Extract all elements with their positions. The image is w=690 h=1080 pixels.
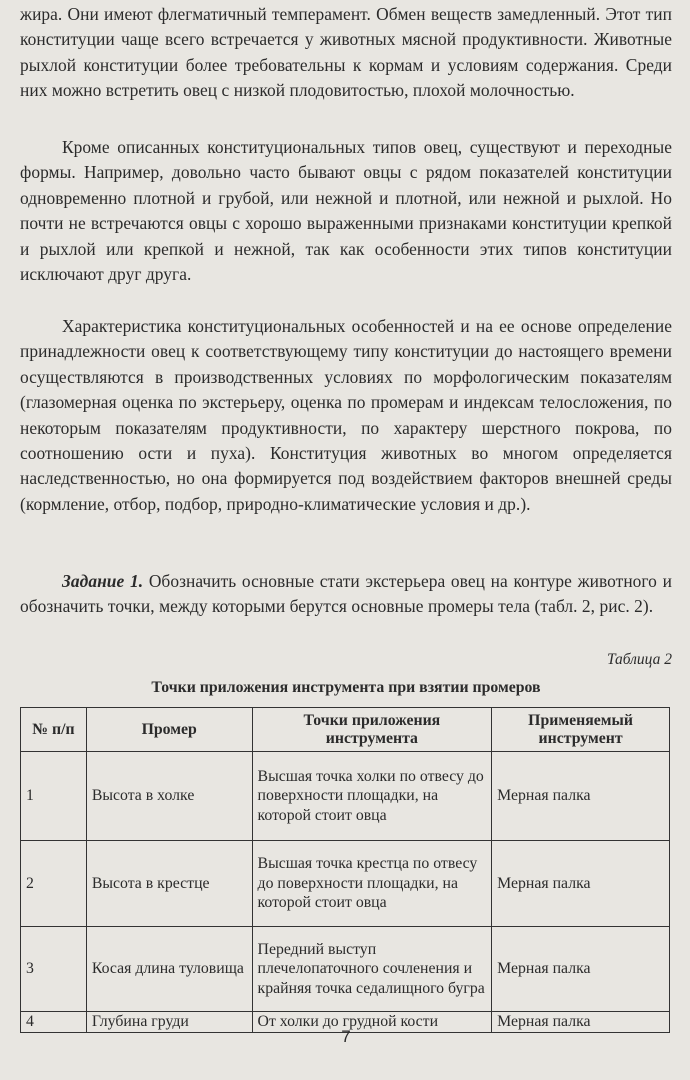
header-measure: Промер bbox=[86, 708, 252, 752]
header-number: № п/п bbox=[21, 708, 87, 752]
task-paragraph bbox=[20, 569, 672, 620]
cell-measure: Глубина груди bbox=[86, 1012, 252, 1033]
cell-instrument: Мерная палка bbox=[492, 1012, 670, 1033]
cell-instrument: Мерная палка bbox=[492, 927, 670, 1012]
cell-number: 2 bbox=[21, 841, 87, 927]
table-header-row bbox=[21, 708, 670, 752]
measurements-table bbox=[20, 707, 670, 1033]
book-page bbox=[20, 0, 672, 1080]
task-text: Обозначить основные стати экстерьера овец на контуре животного и обозначить точки, между которыми берутся основные промеры тела (табл. 2, рис. 2). bbox=[20, 571, 672, 617]
table-row bbox=[21, 752, 670, 841]
page-number: 7 bbox=[341, 1027, 351, 1046]
paragraph-2: Кроме описанных конституциональных типов овец, существуют и переходные формы. Например, довольно часто бывают овцы с рядом показателей конституции одновременно плотной и грубой, или нежной и плотной, или нежной и рыхлой. Но почти не встречаются овцы с хорошо выраженными признаками конституции крепкой и рыхлой или крепкой и нежной, так как особенности этих типов конституции исключают друг друга. bbox=[20, 137, 672, 285]
table-title: Точки приложения инструмента при взятии промеров bbox=[151, 679, 541, 696]
cell-points: Высшая точка крестца по отвесу до поверхности площадки, на которой стоит овца bbox=[252, 841, 492, 927]
paragraph-1: жира. Они имеют флегматичный темперамент. Обмен веществ замедленный. Этот тип конституции чаще всего встречается у животных мясной продуктивности. Животные рыхлой конституции более требовательны к кормам и условиям содержания. Среди них можно встретить овец с низкой плодовитостью, плохой молочностью. bbox=[20, 4, 672, 101]
cell-instrument: Мерная палка bbox=[492, 841, 670, 927]
cell-points: Высшая точка холки по отвесу до поверхности площадки, на которой стоит овца bbox=[252, 752, 492, 841]
paragraph-3: Характеристика конституциональных особенностей и на ее основе определение принадлежности овец к соответствующему типу конституции до настоящего времени осуществляются в производственных условиях по морфологическим показателям (глазомерная оценка по экстерьеру, оценка по промерам и индексам телосложения, по некоторым показателям продуктивности, по характеру шерстного покрова, по соотношению ости и пуха). Конституция животных во многом определяется наследственностью, но она формируется под воздействием факторов внешней среды (кормление, отбор, подбор, природно-климатические условия и др.). bbox=[20, 316, 672, 514]
cell-measure: Высота в крестце bbox=[86, 841, 252, 927]
cell-points: Передний выступ плечелопаточного сочленения и крайняя точка седалищного бугра bbox=[252, 927, 492, 1012]
cell-points: От холки до грудной кости bbox=[252, 1012, 492, 1033]
cell-measure: Косая длина туловища bbox=[86, 927, 252, 1012]
cell-instrument: Мерная палка bbox=[492, 752, 670, 841]
cell-number: 1 bbox=[21, 752, 87, 841]
table-caption: Таблица 2 bbox=[606, 651, 672, 668]
header-instrument: Применяемый инструмент bbox=[492, 708, 670, 752]
table-row bbox=[21, 841, 670, 927]
cell-number: 4 bbox=[21, 1012, 87, 1033]
task-label: Задание 1. bbox=[62, 571, 144, 591]
header-points: Точки приложения инструмента bbox=[252, 708, 492, 752]
cell-measure: Высота в холке bbox=[86, 752, 252, 841]
cell-number: 3 bbox=[21, 927, 87, 1012]
table-row bbox=[21, 927, 670, 1012]
